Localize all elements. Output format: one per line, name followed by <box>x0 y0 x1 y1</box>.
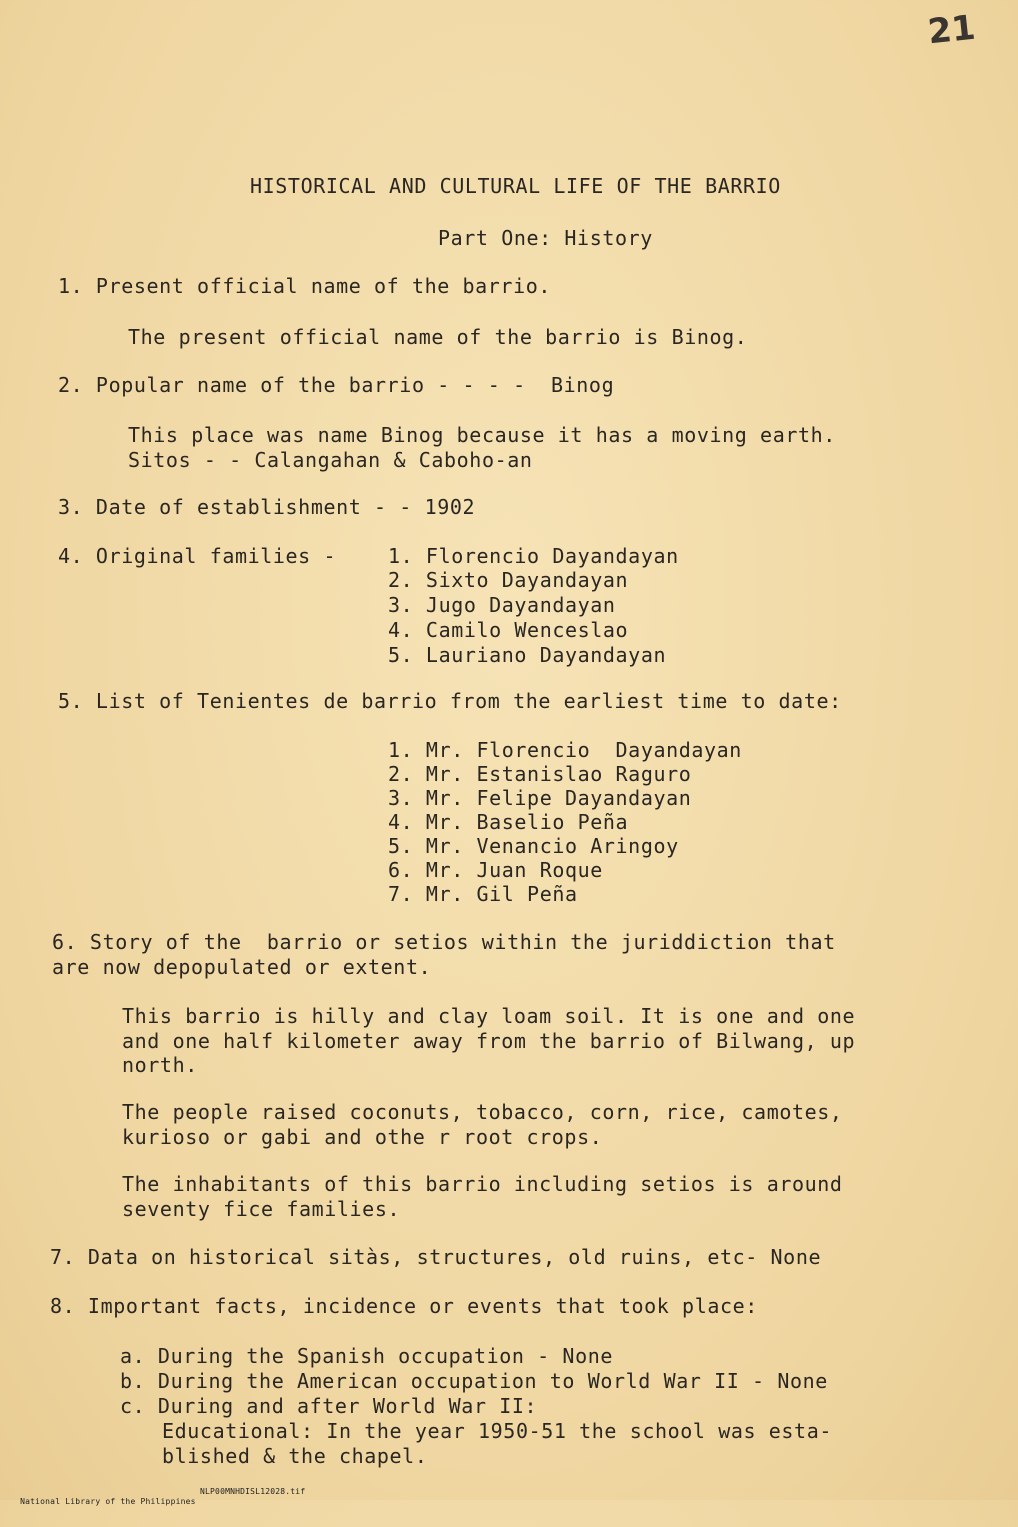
item-2-answer-line: Sitos - - Calangahan & Caboho-an <box>128 448 533 472</box>
item-6-paragraph-line: The inhabitants of this barrio including setios is around <box>122 1172 843 1196</box>
item-8-event: a. During the Spanish occupation - None <box>120 1344 613 1368</box>
page-number-mark: 21 <box>926 7 978 53</box>
item-8-event: c. During and after World War II: <box>120 1394 538 1418</box>
footer-library-name: National Library of the Philippines <box>20 1497 196 1506</box>
item-8-event-detail: Educational: In the year 1950-51 the school was esta- <box>162 1419 832 1443</box>
item-6-paragraph-line: and one half kilometer away from the barrio of Bilwang, up <box>122 1029 856 1053</box>
item-6-paragraph-line: north. <box>122 1053 198 1077</box>
item-7-question: 7. Data on historical sitàs, structures, old ruins, etc- None <box>50 1245 822 1269</box>
item-8-question: 8. Important facts, incidence or events that took place: <box>50 1294 758 1318</box>
document-title: HISTORICAL AND CULTURAL LIFE OF THE BARRIO <box>250 174 781 198</box>
item-1-answer: The present official name of the barrio is Binog. <box>128 325 748 349</box>
teniente-list-item: 1. Mr. Florencio Dayandayan <box>388 738 742 762</box>
family-list-item: 2. Sixto Dayandayan <box>388 568 629 592</box>
teniente-list-item: 4. Mr. Baselio Peña <box>388 810 629 834</box>
item-6-question-line: 6. Story of the barrio or setios within the juriddiction that <box>52 930 836 954</box>
scan-footer <box>0 1487 306 1527</box>
item-6-paragraph-line: kurioso or gabi and othe r root crops. <box>122 1125 603 1149</box>
item-6-question-line: are now depopulated or extent. <box>52 955 432 979</box>
item-6-paragraph-line: This barrio is hilly and clay loam soil. It is one and one <box>122 1004 856 1028</box>
item-2-answer-line: This place was name Binog because it has a moving earth. <box>128 423 836 447</box>
item-2-question: 2. Popular name of the barrio - - - - Binog <box>58 373 615 397</box>
item-6-paragraph-line: seventy fice families. <box>122 1197 401 1221</box>
family-list-item: 3. Jugo Dayandayan <box>388 593 616 617</box>
teniente-list-item: 7. Mr. Gil Peña <box>388 882 578 906</box>
teniente-list-item: 6. Mr. Juan Roque <box>388 858 603 882</box>
family-list-item: 5. Lauriano Dayandayan <box>388 643 667 667</box>
item-8-event-detail: blished & the chapel. <box>162 1444 428 1468</box>
family-list-item: 4. Camilo Wenceslao <box>388 618 629 642</box>
item-6-paragraph-line: The people raised coconuts, tobacco, corn, rice, camotes, <box>122 1100 843 1124</box>
footer-file-name: NLP00MNHDISL12028.tif <box>200 1487 306 1496</box>
item-4-label: 4. Original families - <box>58 544 337 568</box>
document-subtitle: Part One: History <box>438 226 653 250</box>
item-5-question: 5. List of Tenientes de barrio from the earliest time to date: <box>58 689 842 713</box>
family-list-item: 1. Florencio Dayandayan <box>388 544 679 568</box>
item-3-question: 3. Date of establishment - - 1902 <box>58 495 476 519</box>
teniente-list-item: 2. Mr. Estanislao Raguro <box>388 762 692 786</box>
teniente-list-item: 3. Mr. Felipe Dayandayan <box>388 786 692 810</box>
item-1-question: 1. Present official name of the barrio. <box>58 274 551 298</box>
teniente-list-item: 5. Mr. Venancio Aringoy <box>388 834 679 858</box>
item-8-event: b. During the American occupation to World War II - None <box>120 1369 828 1393</box>
